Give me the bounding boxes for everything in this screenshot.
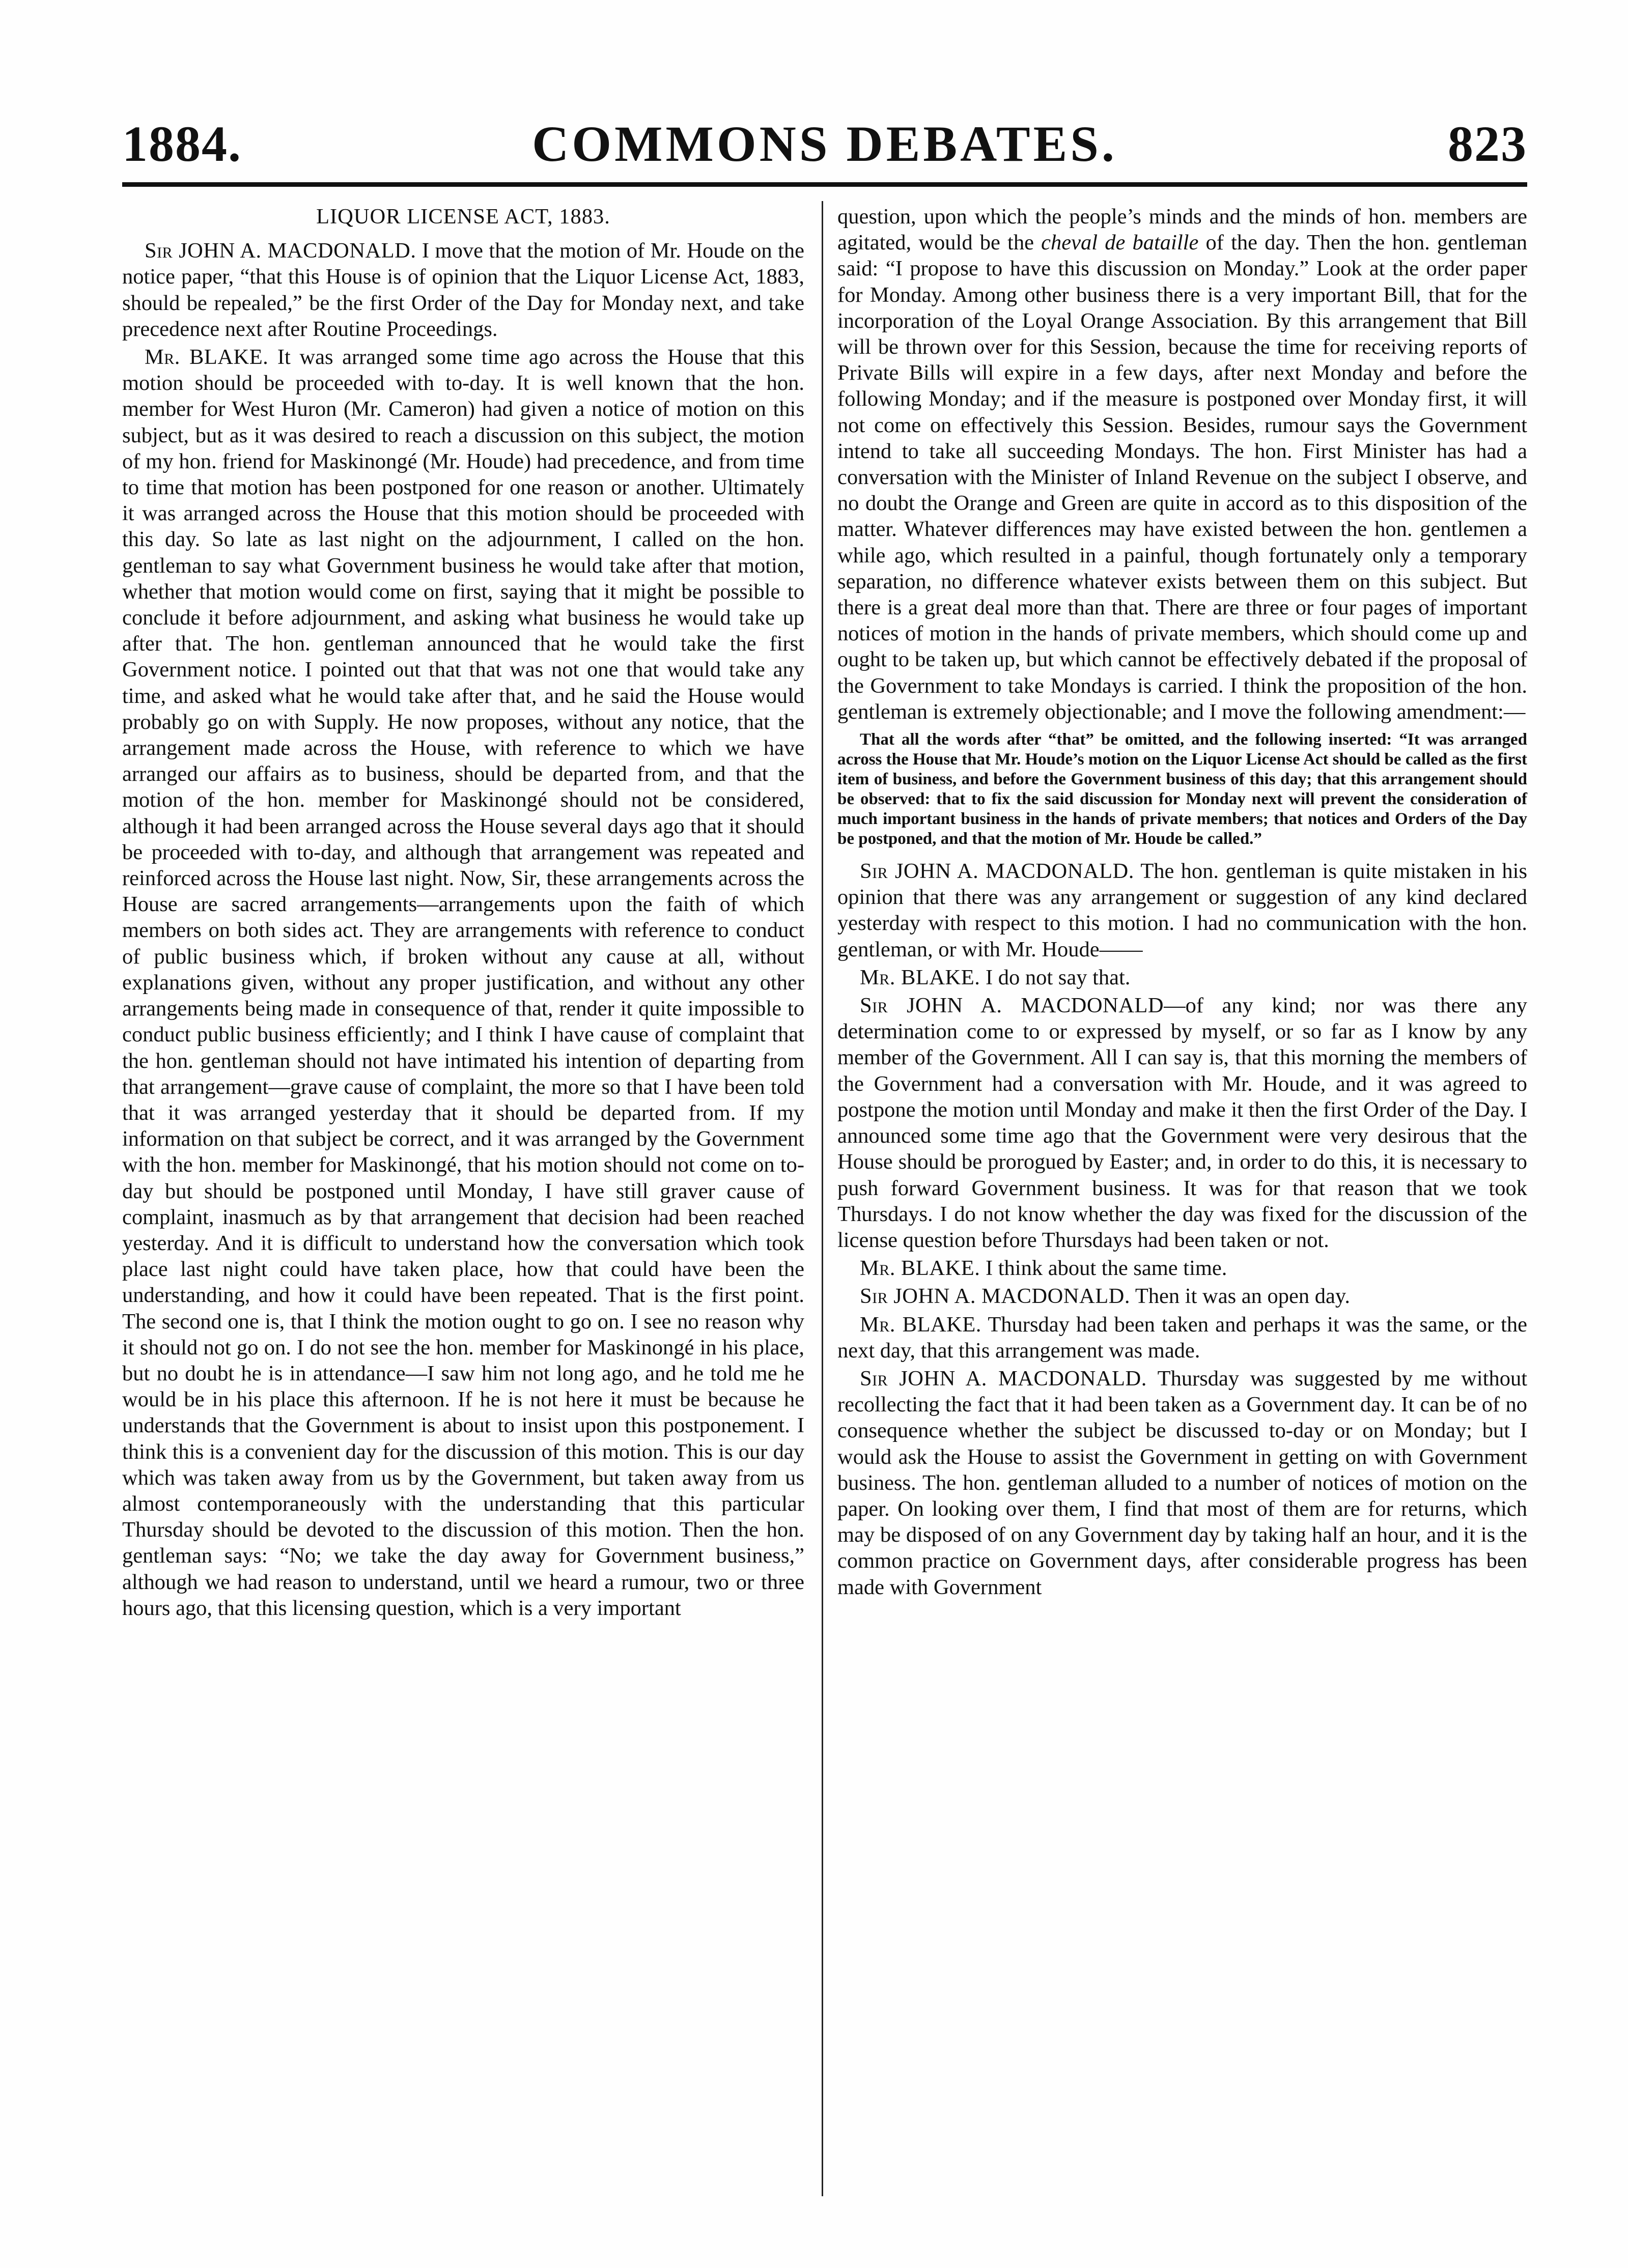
italic-phrase: cheval de bataille — [1041, 231, 1199, 255]
speech-text: Thursday was suggested by me without recollecting the fact that it had been taken as a Government day. It can be of no consequence whether the subject be discussed to-day or on Monday; but I would ask the House to assist the Government in getting on with Government business. The hon. gentleman alluded to a number of notices of motion on the paper. On looking over them, I find that most of them are for returns, which may be disposed of on any Government day by taking half an hour, and it is the common practice on Government days, after considerable progress has been made with Government — [837, 1366, 1527, 1599]
speaker-name: Sir JOHN A. MACDONALD. — [860, 1366, 1147, 1391]
speech-text: It was arranged some time ago across the House that this motion should be proceeded with to-day. It is well known that the hon. member for West Huron (Mr. Cameron) had given a notice of motion on this subject, but as it was desired to reach a discussion on this subject, the motion of my hon. friend for Maskinongé (Mr. Houde) had precedence, and from time to time that motion has been postponed for one reason or another. Ultimately it was arranged across the House that this motion should be proceeded with this day. So late as last night on the adjournment, I called on the hon. gentleman to say what Government business he would take after that motion, whether that motion would come on first, saying that it might be possible to conclude it before adjournment, and asking what business he would take up after that. The hon. gentleman announced that he would take the first Government notice. I pointed out that that was not one that would take any time, and asked what he would take after that, and he said the House would probably go on with Supply. He now proposes, without any notice, that the arrangement made across the House, with reference to which we have arranged our affairs as to business, should be departed from, and that the motion of the hon. member for Maskinongé should not be considered, although it had been arranged across the House several days ago that it should be proceeded with to-day, and although that arrangement was repeated and reinforced across the House last night. Now, Sir, these arrangements across the House are sacred arrangements—arrangements upon the faith of which members on both sides act. They are arrangements with reference to conduct of public business which, if broken without any cause at all, without explanations given, without any proper justification, and without any other arrangements being made in consequence of that, render it quite impossible to conduct public business efficiently; and I think I have cause of complaint that the hon. gentleman should not have intimated his intention of departing from that arrangement—grave cause of complaint, the more so that I have been told that it was arranged yesterday that it should be departed from. If my information on that subject be correct, and it was arranged by the Government with the hon. member for Maskinongé, that his motion should not come on to-day but should be postponed until Monday, I have still graver cause of complaint, inasmuch as by that arrangement that decision had been reached yesterday. And it is difficult to understand how the conversation which took place last night could have taken place, how that could have been the understanding, and how it could have been repeated. That is the first point. The second one is, that I think the motion ought to go on. I see no reason why it should not go on. I do not see the hon. member for Maskinongé in his place, but no doubt he is in attendance—I saw him not long ago, and he told me he would be in his place this afternoon. If he is not here it must be because he understands that the Government is about to insist upon this postponement. I think this is a convenient day for the discussion of this motion. This is our day which was taken away from us by the Government, but taken away from us almost contemporaneously with the understanding that this particular Thursday should be devoted to the discussion of this motion. Then the hon. gentleman says: “No; we take the day away for Government business,” although we had reason to understand, until we heard a rumour, two or three hours ago, that this licensing question, which is a very important — [122, 345, 804, 1620]
paragraph — [837, 1312, 1527, 1364]
paragraph — [837, 965, 1527, 990]
paragraph — [837, 993, 1527, 1253]
page-header — [122, 109, 1527, 186]
speech-text: Then it was an open day. — [1130, 1284, 1350, 1309]
speaker-name: Mr. BLAKE. — [860, 1312, 981, 1337]
speech-text: The hon. gentleman is quite mistaken in his opinion that there was any arrangement or suggestion of any kind declared yesterday with respect to this motion. I had no communication with the hon. gentleman, or with Mr. Houde—— — [837, 859, 1527, 961]
speech-text: question, upon which the people’s minds and the minds of hon. members are agitated, would be the — [837, 205, 1527, 255]
speaker-name: Sir JOHN A. MACDONALD. — [860, 859, 1134, 884]
speech-text: Thursday had been taken and perhaps it was the same, or the next day, that this arrangement was made. — [837, 1312, 1528, 1363]
speaker-name: Mr. BLAKE. — [145, 345, 269, 370]
header-rule — [122, 182, 1527, 187]
header-year: 1884. — [122, 116, 242, 172]
left-column — [122, 204, 804, 1623]
right-column — [837, 204, 1527, 1602]
paragraph — [122, 344, 804, 1621]
speech-text: I do not say that. — [980, 965, 1131, 989]
header-title: COMMONS DEBATES. — [532, 116, 1117, 172]
paragraph — [837, 1366, 1527, 1600]
header-page-number: 823 — [1448, 116, 1527, 172]
paragraph — [837, 1255, 1527, 1281]
paragraph — [837, 204, 1527, 725]
speech-text: —of any kind; nor was there any determination come to or expressed by myself, or so far as I know by any member of the Government. All I can say is, that this morning the members of the Government had a conversation with Mr. Houde, and it was agreed to postpone the motion until Monday and make it then the first Order of the Day. I announced some time ago that the Government were very desirous that the House should be prorogued by Easter; and, in order to do this, it is necessary to push forward Government business. It was for that reason that we took Thursdays. I do not know whether the day was fixed for the discussion of the license question before Thursdays had been taken or not. — [837, 994, 1527, 1252]
column-divider — [822, 201, 823, 2196]
paragraph — [122, 238, 804, 342]
speaker-name: Sir JOHN A. MACDONALD. — [145, 239, 416, 263]
speech-text: I move that the motion of Mr. Houde on the notice paper, “that this House is of opinion that the Liquor License Act, 1883, should be repealed,” be the first Order of the Day for Monday next, and take precedence next after Routine Proceedings. — [122, 239, 804, 341]
speaker-name: Mr. BLAKE. — [860, 1256, 980, 1281]
amendment-text: That all the words after “that” be omitted, and the following inserted: “It was arranged across the House that Mr. Houde’s motion on the Liquor License Act should be called as the first item of business, and before the Government business of this day; that this arrangement should be observed: that to fix the said discussion for Monday next will prevent the consideration of much important business in the hands of private members; that notices and Orders of the Day be postponed, and that the motion of Mr. Houde be called.” — [837, 730, 1527, 848]
paragraph — [837, 1283, 1527, 1309]
speech-text: of the day. Then the hon. gentleman said: “I propose to have this discussion on Monday.” Look at the order paper for Monday. Among other business there is a very important Bill, that for the incorporation of the Loyal Orange Association. By this arrangement that Bill will be thrown over for this Session, because the time for receiving reports of Private Bills will expire in a few days, after next Monday and before the following Monday; and if the measure is postponed over Monday first, it will not come on effectively this Session. Besides, rumour says the Government intend to take all succeeding Mondays. The hon. First Minister has had a conversation with the Minister of Inland Revenue on the subject I observe, and no doubt the Orange and Green are quite in accord as to this disposition of the matter. Whatever differences may have existed between the hon. gentlemen a while ago, which resulted in a painful, though fortunately only a temporary separation, no difference whatever exists between them on this subject. But there is a great deal more than that. There are three or four pages of important notices of motion in the hands of private members, which should come up and ought to be taken up, but which cannot be effectively debated if the proposal of the Government to take Mondays is carried. I think the proposition of the hon. gentleman is extremely objectionable; and I move the following amendment:— — [837, 231, 1528, 724]
section-heading: LIQUOR LICENSE ACT, 1883. — [316, 205, 610, 229]
speaker-name: Sir JOHN A. MACDONALD — [860, 994, 1164, 1018]
speech-text: I think about the same time. — [980, 1256, 1227, 1281]
speaker-name: Mr. BLAKE. — [860, 965, 980, 989]
speaker-name: Sir JOHN A. MACDONALD. — [860, 1284, 1130, 1309]
paragraph — [837, 858, 1527, 962]
